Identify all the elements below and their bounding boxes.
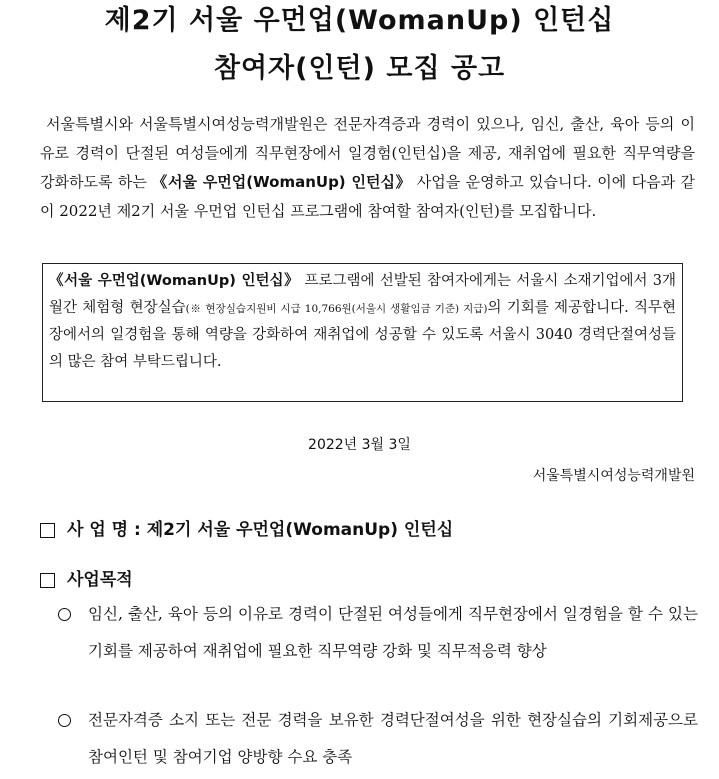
purpose-bullet-text: 임신, 출산, 육아 등의 이유로 경력이 단절된 여성들에게 직무현장에서 일경험을 할 수 있는 기회를 제공하여 재취업에 필요한 직무역량 강화 및 직무적응력 향상 xyxy=(88,605,698,660)
section-purpose xyxy=(40,568,133,592)
purpose-bullet-text: 전문자격증 소지 또는 전문 경력을 보유한 경력단절여성을 위한 현장실습의 기회제공으로 참여인턴 및 참여기업 양방향 수요 충족 xyxy=(88,711,698,766)
notice-text-2: 의 기회를 제공합니다. 직무현장에서의 일경험을 통해 역량을 강화하여 재취업에 성공할 수 있도록 서울시 3040 경력단절여성들의 많은 참여 부탁드립니다. xyxy=(49,299,676,370)
organization-name: 서울특별시여성능력개발원 xyxy=(532,468,695,484)
intro-program-name: 《서울 우먼업(WomanUp) 인턴십》 xyxy=(152,173,412,191)
notice-text-1: 프로그램에 선발된 참여자에게는 서울시 소재기업에서 3개월간 체험형 현장실습 xyxy=(49,273,677,316)
purpose-bullet xyxy=(58,702,698,776)
announcement-date: 2022년 3월 3일 xyxy=(308,437,411,453)
square-outline-icon xyxy=(40,523,55,538)
notice-box xyxy=(42,263,683,402)
page-title-line1: 제2기 서울 우먼업(WomanUp) 인턴십 xyxy=(104,5,615,36)
intro-paragraph xyxy=(40,110,695,226)
intro-text-after: 사업을 운영하고 있습니다. 이에 다음과 같이 2022년 제2기 서울 우먼업 인턴십 프로그램에 참여할 참여자(인턴)를 모집합니다. xyxy=(40,173,696,220)
page-title-line2: 참여자(인턴) 모집 공고 xyxy=(213,53,506,84)
notice-pay-note: (※ 현장실습지원비 시급 10,766원(서울시 생활임금 기준) 지급) xyxy=(185,302,488,315)
purpose-bullet xyxy=(58,596,698,670)
notice-program-name: 《서울 우먼업(WomanUp) 인턴십》 xyxy=(49,273,300,289)
section-project-name-text: 사 업 명 : 제2기 서울 우먼업(WomanUp) 인턴십 xyxy=(67,520,454,540)
circle-outline-icon xyxy=(58,714,71,727)
intro-text-before: 서울특별시와 서울특별시여성능력개발원은 전문자격증과 경력이 있으나, 임신, 출산, 육아 등의 이유로 경력이 단절된 여성들에게 직무현장에서 일경험(인턴십)을 제공, 재취업에 필요한 직무역량을 강화하도록 하는 xyxy=(40,115,695,191)
circle-outline-icon xyxy=(58,608,71,621)
section-project-name xyxy=(40,518,453,542)
section-purpose-text: 사업목적 xyxy=(67,570,133,590)
square-outline-icon xyxy=(40,573,55,588)
